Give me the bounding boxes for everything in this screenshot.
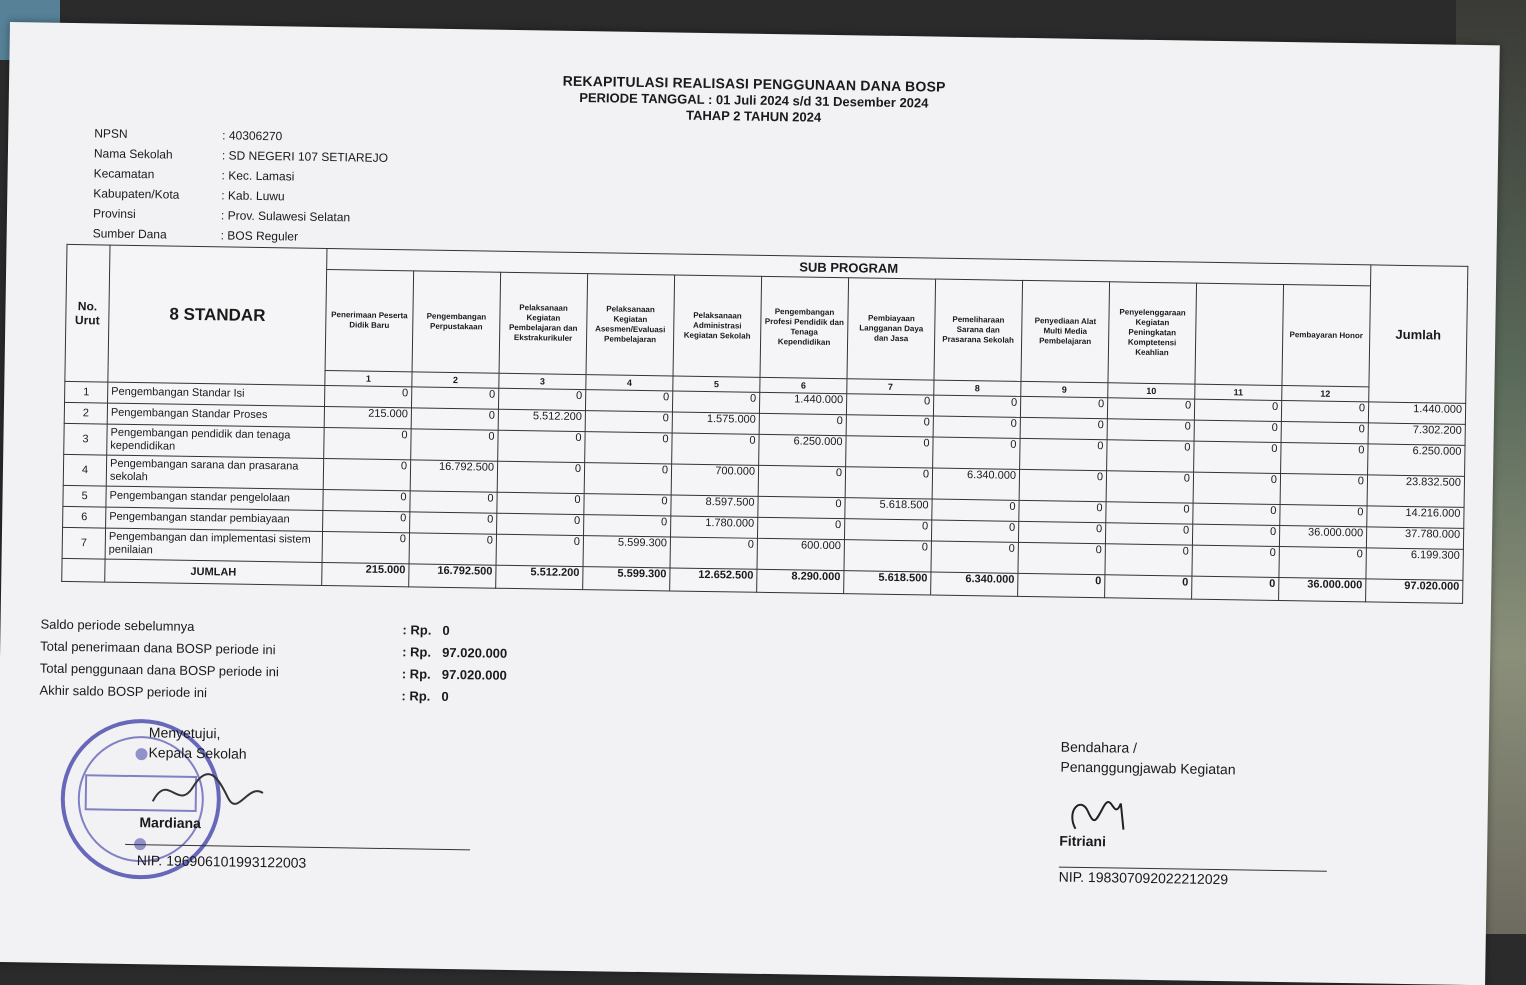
treasurer-name: Fitriani bbox=[1059, 832, 1107, 850]
sub-program-column-number: 8 bbox=[934, 380, 1021, 396]
amount-cell: 0 bbox=[498, 388, 585, 410]
amount-cell: 0 bbox=[1192, 524, 1279, 546]
jumlah-header: Jumlah bbox=[1369, 265, 1468, 404]
amount-cell: 16.792.500 bbox=[410, 460, 497, 492]
total-label: JUMLAH bbox=[105, 559, 322, 585]
amount-cell: 0 bbox=[1018, 521, 1105, 543]
amount-cell: 0 bbox=[758, 496, 845, 518]
amount-cell: 0 bbox=[1107, 440, 1194, 472]
amount-cell: 0 bbox=[1020, 438, 1107, 470]
amount-cell: 0 bbox=[1281, 401, 1368, 423]
amount-cell: 0 bbox=[759, 413, 846, 435]
amount-cell: 6.340.000 bbox=[932, 468, 1019, 500]
sub-program-column-header: Pembiayaan Langganan Daya dan Jasa bbox=[847, 278, 936, 380]
amount-cell: 0 bbox=[1106, 502, 1193, 524]
amount-cell: 1.440.000 bbox=[759, 392, 846, 414]
summary-currency: : Rp. bbox=[402, 643, 432, 660]
row-total-cell: 14.216.000 bbox=[1367, 506, 1464, 529]
summary-value: 0 bbox=[441, 688, 449, 704]
amount-cell: 0 bbox=[1194, 399, 1281, 421]
row-total-cell: 6.250.000 bbox=[1368, 444, 1465, 477]
treasurer-signature bbox=[1065, 791, 1136, 837]
column-total-cell: 12.652.500 bbox=[670, 568, 757, 592]
no-urut-header: No. Urut bbox=[65, 244, 110, 382]
amount-cell: 0 bbox=[844, 519, 931, 541]
summary-label: Total penggunaan dana BOSP periode ini bbox=[39, 660, 279, 679]
balance-summary bbox=[39, 613, 507, 708]
amount-cell: 0 bbox=[1193, 472, 1280, 504]
sub-program-column-number: 1 bbox=[325, 370, 412, 386]
amount-cell: 0 bbox=[1019, 469, 1106, 501]
amount-cell: 1.575.000 bbox=[672, 412, 759, 434]
sub-program-column-number: 7 bbox=[847, 379, 934, 395]
amount-cell: 0 bbox=[411, 408, 498, 430]
amount-cell: 0 bbox=[932, 499, 1019, 521]
sub-program-column-number: 9 bbox=[1021, 381, 1108, 397]
sub-program-column-header: Pembayaran Honor bbox=[1282, 285, 1371, 387]
approval-label: Menyetujui, bbox=[148, 724, 221, 742]
standar-header: 8 STANDAR bbox=[108, 245, 327, 385]
amount-cell: 0 bbox=[933, 416, 1020, 438]
standard-name: Pengembangan standar pengelolaan bbox=[106, 486, 323, 510]
sub-program-column-number: 12 bbox=[1282, 386, 1369, 402]
summary-currency: : Rp. bbox=[402, 621, 432, 638]
amount-cell: 0 bbox=[1194, 420, 1281, 442]
column-total-cell: 5.599.300 bbox=[583, 567, 670, 591]
info-value: : 40306270 bbox=[222, 128, 283, 144]
sub-program-column-header: Pelaksanaan Kegiatan Asesmen/Evaluasi Pembelajaran bbox=[586, 274, 675, 376]
column-total-cell: 215.000 bbox=[322, 562, 409, 586]
column-total-cell: 36.000.000 bbox=[1279, 578, 1366, 602]
standard-name: Pengembangan standar pembiayaan bbox=[106, 507, 323, 531]
info-value: : BOS Reguler bbox=[220, 228, 299, 244]
row-number: 4 bbox=[63, 454, 106, 486]
amount-cell: 0 bbox=[846, 415, 933, 437]
standard-name: Pengembangan pendidik dan tenaga kependidikan bbox=[107, 424, 324, 458]
amount-cell: 0 bbox=[1107, 398, 1194, 420]
row-total-cell: 37.780.000 bbox=[1366, 527, 1463, 550]
sub-program-column-number: 5 bbox=[673, 376, 760, 392]
amount-cell: 0 bbox=[1020, 417, 1107, 439]
standard-name: Pengembangan sarana dan prasarana sekolah bbox=[106, 455, 323, 489]
column-total-cell: 8.290.000 bbox=[757, 569, 844, 593]
info-label: NPSN bbox=[94, 126, 128, 141]
amount-cell: 5.618.500 bbox=[845, 498, 932, 520]
amount-cell: 0 bbox=[411, 429, 498, 461]
standard-name: Pengembangan Standar Proses bbox=[107, 403, 324, 427]
sub-program-column-header: Penyelenggaraan Kegiatan Peningkatan Komptetensi Keahlian bbox=[1108, 282, 1197, 384]
amount-cell: 0 bbox=[411, 387, 498, 409]
amount-cell: 0 bbox=[410, 512, 497, 534]
row-total-cell: 23.832.500 bbox=[1367, 475, 1464, 508]
column-total-cell: 0 bbox=[1018, 573, 1105, 597]
summary-label: Total penerimaan dana BOSP periode ini bbox=[40, 638, 276, 657]
school-info bbox=[93, 123, 389, 248]
amount-cell: 0 bbox=[584, 463, 671, 495]
column-total-cell: 0 bbox=[1192, 576, 1279, 600]
amount-cell: 0 bbox=[846, 394, 933, 416]
info-label: Kabupaten/Kota bbox=[93, 186, 180, 202]
amount-cell: 0 bbox=[496, 534, 583, 566]
row-total-cell: 1.440.000 bbox=[1368, 402, 1465, 425]
amount-cell: 0 bbox=[1018, 542, 1105, 574]
amount-cell: 0 bbox=[498, 430, 585, 462]
info-value: : Prov. Sulawesi Selatan bbox=[220, 208, 351, 225]
amount-cell: 6.250.000 bbox=[759, 434, 846, 466]
document-paper bbox=[0, 22, 1500, 985]
amount-cell: 0 bbox=[585, 390, 672, 412]
summary-value: 97.020.000 bbox=[441, 666, 508, 683]
amount-cell: 0 bbox=[1106, 471, 1193, 503]
principal-signature bbox=[148, 766, 269, 818]
amount-cell: 5.599.300 bbox=[583, 536, 670, 568]
amount-cell: 0 bbox=[584, 515, 671, 537]
column-total-cell: 5.618.500 bbox=[844, 571, 931, 595]
column-total-cell: 0 bbox=[1105, 575, 1192, 599]
standard-name: Pengembangan Standar Isi bbox=[108, 382, 325, 406]
amount-cell: 36.000.000 bbox=[1279, 526, 1366, 548]
amount-cell: 0 bbox=[1280, 505, 1367, 527]
amount-cell: 0 bbox=[672, 391, 759, 413]
amount-cell: 215.000 bbox=[324, 406, 411, 428]
amount-cell: 0 bbox=[584, 494, 671, 516]
sub-program-column-header: Pengembangan Perpustakaan bbox=[412, 271, 501, 373]
info-value: : Kec. Lamasi bbox=[221, 168, 295, 184]
amount-cell: 0 bbox=[844, 540, 931, 572]
document-period: PERIODE TANGGAL : 01 Juli 2024 s/d 31 Desember 2024 bbox=[579, 89, 929, 111]
amount-cell: 8.597.500 bbox=[671, 495, 758, 517]
summary-label: Saldo periode sebelumnya bbox=[40, 616, 195, 634]
amount-cell: 0 bbox=[1193, 503, 1280, 525]
treasurer-nip: NIP. 198307092022212029 bbox=[1058, 868, 1229, 888]
summary-value: 97.020.000 bbox=[442, 644, 508, 661]
info-label: Kecamatan bbox=[93, 166, 155, 182]
document-title: REKAPITULASI REALISASI PENGGUNAAN DANA BOSP bbox=[562, 72, 946, 95]
amount-cell: 0 bbox=[1281, 422, 1368, 444]
row-number: 2 bbox=[64, 402, 107, 424]
amount-cell: 0 bbox=[410, 491, 497, 513]
sub-program-column-number: 3 bbox=[499, 373, 586, 389]
amount-cell: 0 bbox=[409, 533, 496, 565]
sub-program-column-number: 2 bbox=[412, 372, 499, 388]
total-row-blank bbox=[62, 558, 105, 582]
column-total-cell: 6.340.000 bbox=[931, 572, 1018, 596]
amount-cell: 1.780.000 bbox=[670, 516, 757, 538]
principal-nip: NIP. 196906101993122003 bbox=[136, 852, 307, 871]
amount-cell: 0 bbox=[933, 395, 1020, 417]
amount-cell: 5.512.200 bbox=[498, 409, 585, 431]
amount-cell: 0 bbox=[585, 432, 672, 464]
sub-program-column-header: Pemeliharaan Sarana dan Prasarana Sekolah bbox=[934, 279, 1023, 381]
row-number: 7 bbox=[62, 527, 105, 559]
principal-title: Kepala Sekolah bbox=[148, 744, 247, 762]
sub-program-column-number: 10 bbox=[1108, 383, 1195, 399]
row-number: 6 bbox=[63, 506, 106, 528]
amount-cell: 0 bbox=[758, 465, 845, 497]
standard-name: Pengembangan dan implementasi sistem penilaian bbox=[105, 528, 322, 562]
row-total-cell: 7.302.200 bbox=[1368, 423, 1465, 446]
amount-cell: 0 bbox=[931, 541, 1018, 573]
amount-cell: 0 bbox=[324, 385, 411, 407]
info-label: Provinsi bbox=[92, 206, 136, 221]
treasurer-role: Bendahara / bbox=[1060, 738, 1138, 756]
amount-cell: 0 bbox=[323, 458, 410, 490]
row-number: 1 bbox=[65, 381, 108, 403]
amount-cell: 0 bbox=[1194, 441, 1281, 473]
amount-cell: 0 bbox=[846, 436, 933, 468]
amount-cell: 0 bbox=[497, 492, 584, 514]
principal-name: Mardiana bbox=[139, 814, 202, 832]
amount-cell: 0 bbox=[1019, 500, 1106, 522]
sub-program-column-header: Penyediaan Alat Multi Media Pembelajaran bbox=[1021, 280, 1110, 382]
amount-cell: 600.000 bbox=[757, 538, 844, 570]
summary-label: Akhir saldo BOSP periode ini bbox=[39, 682, 208, 700]
grand-total-cell: 97.020.000 bbox=[1366, 579, 1463, 604]
row-number: 3 bbox=[64, 423, 107, 455]
amount-cell: 0 bbox=[497, 461, 584, 493]
sub-program-column-header bbox=[1195, 283, 1284, 385]
row-number: 5 bbox=[63, 485, 106, 507]
info-label: Nama Sekolah bbox=[93, 146, 173, 162]
sub-program-column-header: Pengembangan Profesi Pendidik dan Tenaga Kependidikan bbox=[760, 276, 849, 378]
amount-cell: 0 bbox=[324, 427, 411, 459]
sub-program-column-number: 4 bbox=[586, 375, 673, 391]
amount-cell: 0 bbox=[1279, 547, 1366, 579]
amount-cell: 0 bbox=[322, 531, 409, 563]
amount-cell: 0 bbox=[757, 517, 844, 539]
amount-cell: 0 bbox=[323, 489, 410, 511]
column-total-cell: 5.512.200 bbox=[496, 565, 583, 589]
amount-cell: 0 bbox=[672, 433, 759, 465]
sub-program-column-number: 11 bbox=[1195, 384, 1282, 400]
amount-cell: 0 bbox=[931, 520, 1018, 542]
summary-value: 0 bbox=[442, 622, 450, 638]
amount-cell: 0 bbox=[845, 467, 932, 499]
summary-currency: : Rp. bbox=[401, 687, 431, 704]
info-label: Sumber Dana bbox=[92, 226, 167, 242]
treasurer-title: Penanggungjawab Kegiatan bbox=[1060, 758, 1236, 778]
sub-program-column-header: Pelaksanaan Administrasi Kegiatan Sekolah bbox=[673, 275, 762, 377]
info-value: : SD NEGERI 107 SETIAREJO bbox=[221, 148, 389, 165]
amount-cell: 0 bbox=[1105, 544, 1192, 576]
recap-table bbox=[61, 244, 1468, 604]
amount-cell: 0 bbox=[1020, 396, 1107, 418]
row-total-cell: 6.199.300 bbox=[1366, 548, 1463, 581]
sub-program-column-header: Pelaksanaan Kegiatan Pembelajaran dan Ekstrakurikuler bbox=[499, 272, 588, 374]
amount-cell: 0 bbox=[1280, 474, 1367, 506]
sub-program-column-header: Penerimaan Peserta Didik Baru bbox=[325, 270, 414, 372]
amount-cell: 0 bbox=[1192, 545, 1279, 577]
document-stage: TAHAP 2 TAHUN 2024 bbox=[685, 107, 822, 125]
amount-cell: 0 bbox=[670, 537, 757, 569]
amount-cell: 700.000 bbox=[671, 464, 758, 496]
amount-cell: 0 bbox=[1105, 523, 1192, 545]
column-total-cell: 16.792.500 bbox=[409, 564, 496, 588]
amount-cell: 0 bbox=[1107, 419, 1194, 441]
amount-cell: 0 bbox=[585, 411, 672, 433]
amount-cell: 0 bbox=[933, 437, 1020, 469]
info-value: : Kab. Luwu bbox=[221, 188, 285, 204]
amount-cell: 0 bbox=[497, 513, 584, 535]
amount-cell: 0 bbox=[1281, 443, 1368, 475]
amount-cell: 0 bbox=[323, 510, 410, 532]
sub-program-header: SUB PROGRAM bbox=[327, 249, 1371, 286]
sub-program-column-number: 6 bbox=[760, 377, 847, 393]
summary-currency: : Rp. bbox=[401, 665, 431, 682]
